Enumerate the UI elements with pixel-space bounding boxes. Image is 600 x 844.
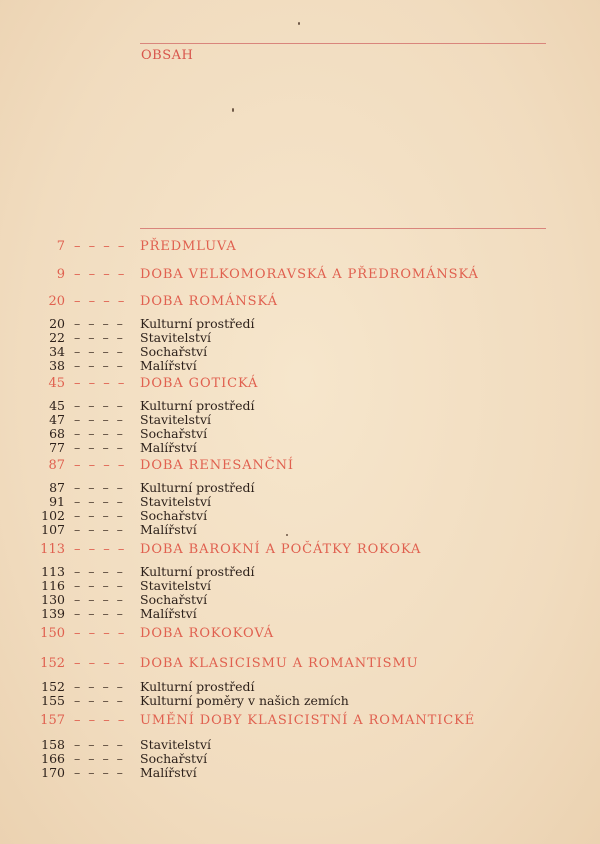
toc-entry-title: Sochařství (140, 592, 208, 607)
toc-section-row (0, 481, 600, 495)
toc-page-number: 158 (41, 737, 65, 752)
toc-section-row (0, 579, 600, 593)
toc-chapter-row (0, 714, 600, 728)
toc-page-number: 152 (41, 679, 65, 694)
toc-section-row (0, 738, 600, 752)
toc-page-number: 38 (49, 358, 65, 373)
toc-page-number: 102 (41, 508, 65, 523)
toc-leader-dashes: – – – – (74, 508, 125, 523)
toc-page-number: 20 (49, 316, 65, 331)
toc-leader-dashes: – – – – (74, 344, 125, 359)
toc-page-number: 116 (41, 578, 65, 593)
toc-leader-dashes: – – – – (74, 751, 125, 766)
toc-leader-dashes: – – – – (74, 737, 125, 752)
toc-entry-title: Kulturní prostředí (140, 316, 255, 331)
toc-section-row (0, 694, 600, 708)
toc-leader-dashes: – – – – (74, 398, 125, 413)
toc-section-row (0, 441, 600, 455)
toc-entry-title: Kulturní prostředí (140, 679, 255, 694)
toc-section-row (0, 565, 600, 579)
toc-page-number: 45 (49, 398, 65, 413)
toc-entry-title: Sochařství (140, 751, 208, 766)
toc-chapter-row (0, 377, 600, 391)
toc-leader-dashes: – – – – (74, 330, 125, 345)
toc-page-number: 7 (56, 239, 65, 254)
toc-page-number: 130 (41, 592, 65, 607)
toc-leader-dashes: – – – – (74, 626, 127, 641)
toc-page-number: 45 (48, 376, 65, 391)
toc-entry-title: UMĚNÍ DOBY KLASICISTNÍ A ROMANTICKÉ (140, 713, 476, 728)
toc-chapter-row (0, 627, 600, 641)
toc-entry-title: DOBA BAROKNÍ A POČÁTKY ROKOKA (140, 542, 422, 557)
toc-section-row (0, 317, 600, 331)
toc-page-number: 20 (48, 294, 65, 309)
toc-page-number: 68 (49, 426, 65, 441)
toc-section-row (0, 593, 600, 607)
toc-page-number: 87 (49, 480, 65, 495)
toc-section-row (0, 331, 600, 345)
toc-section-row (0, 427, 600, 441)
toc-entry-title: Kulturní prostředí (140, 564, 255, 579)
toc-leader-dashes: – – – – (74, 592, 125, 607)
paper-speck (298, 22, 300, 25)
toc-leader-dashes: – – – – (74, 376, 127, 391)
toc-entry-title: Kulturní prostředí (140, 480, 255, 495)
toc-entry-title: DOBA VELKOMORAVSKÁ A PŘEDROMÁNSKÁ (140, 267, 479, 282)
toc-leader-dashes: – – – – (74, 713, 127, 728)
toc-entry-title: Kulturní prostředí (140, 398, 255, 413)
toc-chapter-row (0, 657, 600, 671)
toc-leader-dashes: – – – – (74, 426, 125, 441)
toc-entry-title: Malířství (140, 522, 197, 537)
page-title: OBSAH (141, 48, 194, 63)
toc-section-row (0, 399, 600, 413)
toc-entry-title: Stavitelství (140, 737, 212, 752)
toc-page-number: 150 (40, 626, 65, 641)
toc-section-row (0, 766, 600, 780)
toc-page-number: 113 (40, 542, 65, 557)
toc-leader-dashes: – – – – (74, 656, 127, 671)
toc-section-row (0, 413, 600, 427)
toc-page-number: 22 (49, 330, 65, 345)
toc-page-number: 155 (41, 693, 65, 708)
toc-section-row (0, 509, 600, 523)
toc-leader-dashes: – – – – (74, 578, 125, 593)
toc-leader-dashes: – – – – (74, 458, 127, 473)
toc-entry-title: Stavitelství (140, 412, 212, 427)
toc-leader-dashes: – – – – (74, 606, 125, 621)
toc-entry-title: DOBA RENESANČNÍ (140, 458, 294, 473)
toc-leader-dashes: – – – – (74, 239, 127, 254)
toc-leader-dashes: – – – – (74, 358, 125, 373)
toc-entry-title: Kulturní poměry v našich zemích (140, 693, 349, 708)
toc-page-number: 91 (49, 494, 65, 509)
toc-section-row (0, 495, 600, 509)
toc-page-number: 170 (41, 765, 65, 780)
toc-chapter-row (0, 240, 600, 254)
toc-entry-title: Sochařství (140, 508, 208, 523)
toc-page-number: 34 (49, 344, 65, 359)
paper-speck (232, 108, 234, 112)
toc-entry-title: Sochařství (140, 344, 208, 359)
toc-leader-dashes: – – – – (74, 316, 125, 331)
toc-leader-dashes: – – – – (74, 294, 127, 309)
toc-chapter-row (0, 543, 600, 557)
toc-leader-dashes: – – – – (74, 494, 125, 509)
toc-leader-dashes: – – – – (74, 522, 125, 537)
toc-page-number: 47 (49, 412, 65, 427)
toc-rule (140, 228, 546, 229)
toc-section-row (0, 752, 600, 766)
toc-entry-title: DOBA GOTICKÁ (140, 376, 259, 391)
toc-leader-dashes: – – – – (74, 440, 125, 455)
toc-entry-title: Sochařství (140, 426, 208, 441)
toc-entry-title: Stavitelství (140, 330, 212, 345)
toc-chapter-row (0, 295, 600, 309)
toc-section-row (0, 607, 600, 621)
toc-page-number: 107 (41, 522, 65, 537)
toc-section-row (0, 359, 600, 373)
toc-entry-title: Malířství (140, 606, 197, 621)
toc-leader-dashes: – – – – (74, 564, 125, 579)
toc-leader-dashes: – – – – (74, 765, 125, 780)
toc-leader-dashes: – – – – (74, 693, 125, 708)
toc-page-number: 139 (41, 606, 65, 621)
toc-page-number: 113 (41, 564, 65, 579)
toc-section-row (0, 680, 600, 694)
toc-chapter-row (0, 459, 600, 473)
toc-page-number: 77 (49, 440, 65, 455)
toc-entry-title: Stavitelství (140, 494, 212, 509)
toc-entry-title: PŘEDMLUVA (140, 239, 237, 254)
toc-entry-title: Malířství (140, 358, 197, 373)
toc-leader-dashes: – – – – (74, 679, 125, 694)
toc-page-number: 157 (40, 713, 65, 728)
toc-section-row (0, 345, 600, 359)
toc-leader-dashes: – – – – (74, 267, 127, 282)
toc-page-number: 152 (40, 656, 65, 671)
toc-entry-title: Stavitelství (140, 578, 212, 593)
toc-entry-title: Malířství (140, 440, 197, 455)
toc-entry-title: DOBA ROMÁNSKÁ (140, 294, 278, 309)
toc-leader-dashes: – – – – (74, 480, 125, 495)
toc-entry-title: Malířství (140, 765, 197, 780)
toc-entry-title: DOBA KLASICISMU A ROMANTISMU (140, 656, 419, 671)
toc-section-row (0, 523, 600, 537)
toc-page-number: 166 (41, 751, 65, 766)
toc-leader-dashes: – – – – (74, 542, 127, 557)
toc-chapter-row (0, 268, 600, 282)
toc-entry-title: DOBA ROKOKOVÁ (140, 626, 275, 641)
toc-leader-dashes: – – – – (74, 412, 125, 427)
toc-page-number: 9 (56, 267, 65, 282)
toc-page-number: 87 (48, 458, 65, 473)
top-rule (140, 43, 546, 44)
